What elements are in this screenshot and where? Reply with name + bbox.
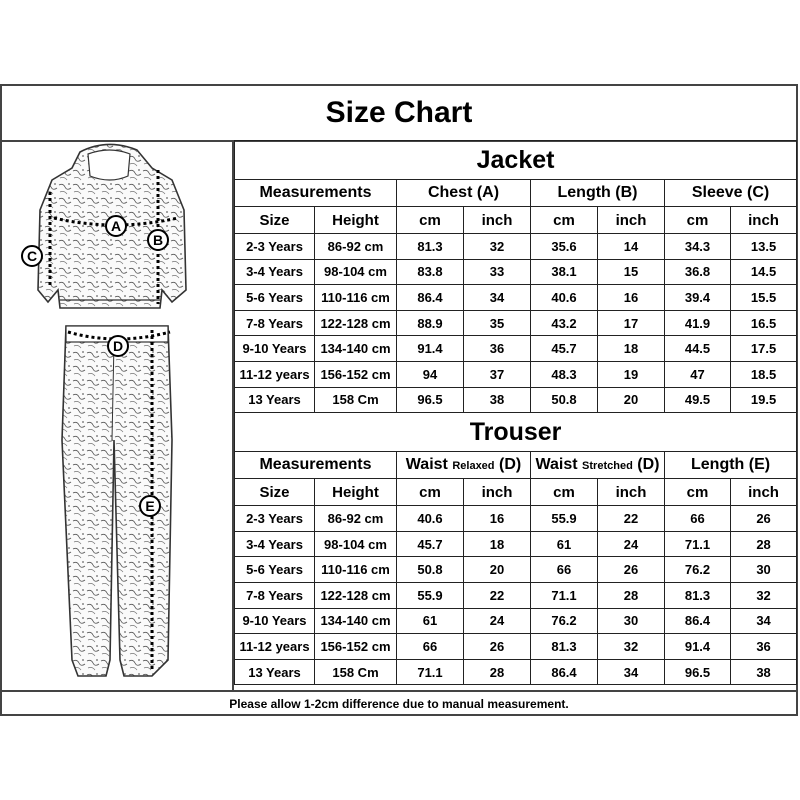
table-cell: 33 [464, 259, 531, 285]
table-cell: 30 [731, 557, 797, 583]
table-row [235, 361, 797, 387]
trouser-stretched-inch-col: inch [598, 479, 665, 506]
table-cell: 66 [531, 557, 598, 583]
table-cell: 44.5 [665, 336, 731, 362]
label-a: A [110, 218, 122, 234]
trouser-relaxed-cm-col: cm [397, 479, 464, 506]
page-title: Size Chart [2, 86, 796, 142]
table-cell: 22 [464, 582, 531, 608]
jacket-length-inch-col: inch [598, 207, 665, 234]
table-cell: 13 Years [235, 387, 315, 413]
table-cell: 16.5 [731, 310, 797, 336]
table-cell: 40.6 [397, 506, 464, 532]
trouser-size-col: Size [235, 479, 315, 506]
table-cell: 71.1 [665, 531, 731, 557]
table-cell: 156-152 cm [315, 361, 397, 387]
waist-relaxed-sub: Relaxed [452, 460, 495, 473]
jacket-length-header: Length (B) [531, 180, 665, 207]
table-cell: 81.3 [531, 634, 598, 660]
table-cell: 3-4 Years [235, 259, 315, 285]
table-cell: 2-3 Years [235, 506, 315, 532]
table-cell: 61 [397, 608, 464, 634]
table-cell: 86.4 [665, 608, 731, 634]
waist-stretched-main: Waist [535, 456, 578, 474]
table-cell: 34 [464, 285, 531, 311]
table-row [235, 310, 797, 336]
table-cell: 11-12 years [235, 634, 315, 660]
table-cell: 91.4 [397, 336, 464, 362]
trouser-length-inch-col: inch [731, 479, 797, 506]
table-cell: 3-4 Years [235, 531, 315, 557]
table-cell: 2-3 Years [235, 234, 315, 260]
table-cell: 26 [464, 634, 531, 660]
table-row [235, 336, 797, 362]
jacket-table [234, 140, 797, 685]
trouser-measurements-header: Measurements [235, 452, 397, 479]
trouser-height-col: Height [315, 479, 397, 506]
table-cell: 16 [598, 285, 665, 311]
waist-stretched-tag: (D) [637, 456, 660, 474]
table-cell: 71.1 [531, 582, 598, 608]
table-row [235, 608, 797, 634]
table-cell: 86-92 cm [315, 506, 397, 532]
table-cell: 34 [731, 608, 797, 634]
table-cell: 11-12 years [235, 361, 315, 387]
table-cell: 156-152 cm [315, 634, 397, 660]
table-cell: 96.5 [665, 659, 731, 685]
table-cell: 36.8 [665, 259, 731, 285]
table-cell: 15 [598, 259, 665, 285]
table-cell: 76.2 [665, 557, 731, 583]
table-cell: 14.5 [731, 259, 797, 285]
table-cell: 134-140 cm [315, 608, 397, 634]
table-cell: 48.3 [531, 361, 598, 387]
table-cell: 32 [731, 582, 797, 608]
table-cell: 94 [397, 361, 464, 387]
table-cell: 9-10 Years [235, 608, 315, 634]
table-cell: 45.7 [397, 531, 464, 557]
table-cell: 43.2 [531, 310, 598, 336]
table-cell: 81.3 [397, 234, 464, 260]
table-cell: 96.5 [397, 387, 464, 413]
table-cell: 50.8 [531, 387, 598, 413]
table-cell: 134-140 cm [315, 336, 397, 362]
size-chart-frame [0, 84, 798, 716]
table-cell: 38 [464, 387, 531, 413]
table-cell: 41.9 [665, 310, 731, 336]
waist-relaxed-tag: (D) [498, 456, 522, 474]
table-cell: 13.5 [731, 234, 797, 260]
table-cell: 37 [464, 361, 531, 387]
table-cell: 16 [464, 506, 531, 532]
table-cell: 32 [464, 234, 531, 260]
table-cell: 5-6 Years [235, 285, 315, 311]
table-cell: 35.6 [531, 234, 598, 260]
table-row [235, 506, 797, 532]
jacket-title: Jacket [235, 141, 797, 180]
table-row [235, 234, 797, 260]
table-cell: 17.5 [731, 336, 797, 362]
table-cell: 50.8 [397, 557, 464, 583]
table-cell: 5-6 Years [235, 557, 315, 583]
table-cell: 13 Years [235, 659, 315, 685]
trouser-waist-relaxed-header [397, 452, 531, 479]
footer-note: Please allow 1-2cm difference due to manual measurement. [2, 690, 796, 716]
table-cell: 110-116 cm [315, 285, 397, 311]
jacket-height-col: Height [315, 207, 397, 234]
table-cell: 55.9 [531, 506, 598, 532]
table-cell: 71.1 [397, 659, 464, 685]
table-cell: 28 [464, 659, 531, 685]
table-cell: 19.5 [731, 387, 797, 413]
table-cell: 81.3 [665, 582, 731, 608]
table-cell: 86.4 [397, 285, 464, 311]
table-cell: 26 [731, 506, 797, 532]
table-row [235, 582, 797, 608]
jacket-measurements-header: Measurements [235, 180, 397, 207]
jacket-chest-cm-col: cm [397, 207, 464, 234]
jacket-size-col: Size [235, 207, 315, 234]
table-cell: 66 [665, 506, 731, 532]
table-cell: 76.2 [531, 608, 598, 634]
jacket-length-cm-col: cm [531, 207, 598, 234]
table-cell: 36 [464, 336, 531, 362]
table-cell: 39.4 [665, 285, 731, 311]
table-cell: 122-128 cm [315, 582, 397, 608]
table-cell: 22 [598, 506, 665, 532]
label-e: E [145, 498, 155, 514]
table-cell: 98-104 cm [315, 259, 397, 285]
label-d: D [112, 338, 124, 354]
jacket-sleeve-header: Sleeve (C) [665, 180, 797, 207]
table-cell: 18.5 [731, 361, 797, 387]
table-cell: 158 Cm [315, 659, 397, 685]
table-row [235, 557, 797, 583]
table-row [235, 531, 797, 557]
trouser-relaxed-inch-col: inch [464, 479, 531, 506]
table-row [235, 259, 797, 285]
size-tables [234, 140, 796, 685]
label-b: B [152, 232, 164, 248]
waist-relaxed-main: Waist [405, 456, 448, 474]
trouser-title: Trouser [235, 413, 797, 452]
table-cell: 91.4 [665, 634, 731, 660]
table-row [235, 387, 797, 413]
trouser-stretched-cm-col: cm [531, 479, 598, 506]
table-cell: 122-128 cm [315, 310, 397, 336]
table-cell: 49.5 [665, 387, 731, 413]
table-cell: 38.1 [531, 259, 598, 285]
table-row [235, 634, 797, 660]
table-cell: 158 Cm [315, 387, 397, 413]
table-cell: 40.6 [531, 285, 598, 311]
table-cell: 34 [598, 659, 665, 685]
table-cell: 20 [464, 557, 531, 583]
table-cell: 26 [598, 557, 665, 583]
jacket-chest-inch-col: inch [464, 207, 531, 234]
table-cell: 55.9 [397, 582, 464, 608]
table-cell: 35 [464, 310, 531, 336]
table-cell: 88.9 [397, 310, 464, 336]
table-cell: 7-8 Years [235, 310, 315, 336]
table-cell: 34.3 [665, 234, 731, 260]
trouser-length-header: Length (E) [665, 452, 797, 479]
trouser-length-cm-col: cm [665, 479, 731, 506]
table-cell: 28 [598, 582, 665, 608]
trouser-waist-stretched-header [531, 452, 665, 479]
jacket-rows [235, 234, 797, 413]
table-cell: 9-10 Years [235, 336, 315, 362]
table-cell: 86-92 cm [315, 234, 397, 260]
garment-illustration [2, 140, 234, 690]
label-c: C [26, 248, 38, 264]
table-cell: 18 [464, 531, 531, 557]
table-cell: 32 [598, 634, 665, 660]
table-cell: 18 [598, 336, 665, 362]
table-cell: 24 [464, 608, 531, 634]
table-cell: 47 [665, 361, 731, 387]
table-row [235, 659, 797, 685]
table-cell: 30 [598, 608, 665, 634]
table-row [235, 285, 797, 311]
table-cell: 110-116 cm [315, 557, 397, 583]
jacket-sleeve-inch-col: inch [731, 207, 797, 234]
table-cell: 66 [397, 634, 464, 660]
garment-drawing [2, 140, 232, 690]
table-cell: 24 [598, 531, 665, 557]
table-cell: 20 [598, 387, 665, 413]
table-cell: 15.5 [731, 285, 797, 311]
table-cell: 19 [598, 361, 665, 387]
table-cell: 17 [598, 310, 665, 336]
table-cell: 36 [731, 634, 797, 660]
table-cell: 98-104 cm [315, 531, 397, 557]
jacket-chest-header: Chest (A) [397, 180, 531, 207]
table-cell: 38 [731, 659, 797, 685]
table-cell: 86.4 [531, 659, 598, 685]
table-cell: 28 [731, 531, 797, 557]
table-cell: 61 [531, 531, 598, 557]
table-cell: 45.7 [531, 336, 598, 362]
table-cell: 83.8 [397, 259, 464, 285]
waist-stretched-sub: Stretched [582, 460, 633, 473]
table-cell: 7-8 Years [235, 582, 315, 608]
table-cell: 14 [598, 234, 665, 260]
jacket-sleeve-cm-col: cm [665, 207, 731, 234]
trouser-rows [235, 506, 797, 685]
